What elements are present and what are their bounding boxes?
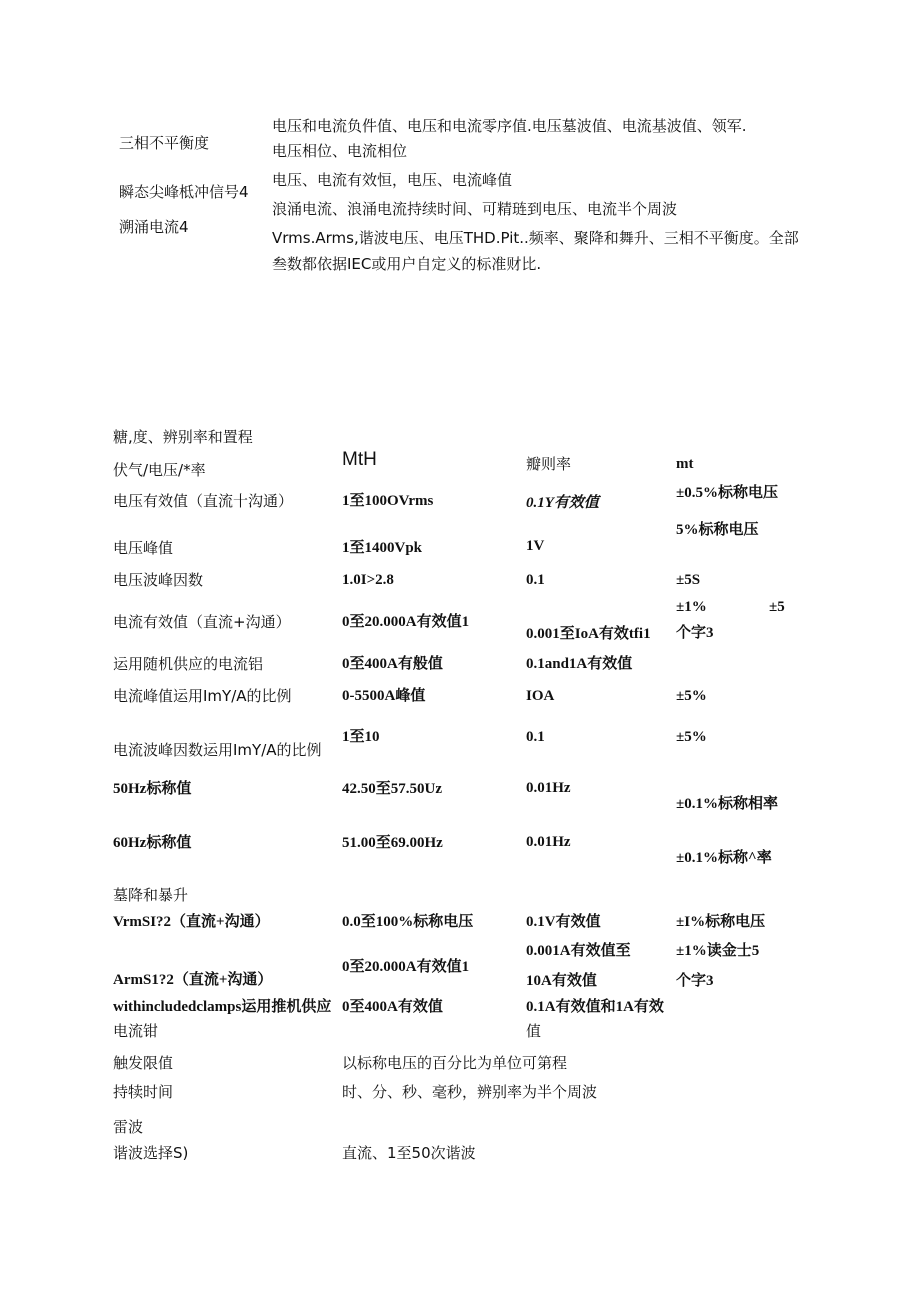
header-resolution: 瓣则率	[526, 455, 572, 473]
row-vrms-accuracy-1: ±0.5%标称电压	[676, 485, 778, 501]
row-f50-name: 50Hz标称值	[113, 781, 192, 797]
section-title: 糖,度、辨别率和置程	[113, 428, 253, 446]
row-arms12-resolution-2: 10A有效值	[526, 973, 597, 989]
row-clamp-name: 运用随机供应的电流铝	[113, 655, 264, 673]
row-vrms-accuracy-2: 5%标称电压	[676, 522, 759, 538]
row-vrms-range: 1至100OVrms	[342, 493, 434, 509]
row-clamp-range: 0至400A有般值	[342, 656, 443, 672]
row-arms-name: 电流有效值（直流+沟通）	[113, 613, 291, 631]
row-apk-name: 电流峰值运用ImY/A的比例	[113, 687, 292, 705]
desc-limits-line1: Vrms.Arms,谐波电压、电压THD.Pit..频率、聚降和舞升、三相不平衡度。全部	[272, 229, 799, 247]
row-acf-name: 电流波峰因数运用ImY/A的比例	[113, 741, 322, 759]
desc-imbalance-line1: 电压和电流负件值、电压和电流零序值.电压墓波值、电流基波值、领军.	[272, 117, 747, 135]
duration-label: 持犊时间	[113, 1083, 174, 1101]
desc-limits-line2: 叁数都依据IEC或用户自定义的标准财比.	[272, 255, 542, 273]
row-arms12-resolution-1: 0.001A有效值至	[526, 943, 631, 959]
dips-title: 墓降和暴升	[113, 886, 189, 904]
row-arms-range: 0至20.000A有效值1	[342, 614, 470, 630]
row-f50-range: 42.50至57.50Uz	[342, 781, 442, 797]
harmonics-title: 雷波	[113, 1118, 144, 1136]
row-vpk-range: 1至1400Vpk	[342, 540, 423, 556]
row-vpk-resolution: 1V	[526, 538, 545, 554]
row-vrms12-resolution: 0.1V有效值	[526, 914, 601, 930]
row-vcf-resolution: 0.1	[526, 572, 545, 588]
label-imbalance: 三相不平衡度	[119, 134, 210, 152]
row-vcf-range: 1.0I>2.8	[342, 572, 394, 588]
row-withclamps-resolution-1: 0.1A有效值和1A有效	[526, 999, 664, 1015]
row-arms12-accuracy-1: ±1%读金士5	[676, 943, 760, 959]
row-vrms12-range: 0.0至100%标称电压	[342, 914, 474, 930]
row-apk-range: 0-5500A峰值	[342, 688, 426, 704]
label-transient: 瞬态尖峰柢冲信号4	[119, 183, 249, 201]
row-acf-range: 1至10	[342, 729, 380, 745]
row-apk-accuracy: ±5%	[676, 688, 707, 704]
row-vrms-name: 电压有效值（直流十沟通）	[113, 492, 294, 510]
harmonics-label: 谐波选择S)	[113, 1144, 189, 1162]
row-arms-accuracy-2: 个字3	[676, 625, 714, 641]
row-apk-resolution: IOA	[526, 688, 555, 704]
row-vrms-resolution: 0.1Y有效值	[526, 495, 599, 511]
row-f50-accuracy: ±0.1%标称相率	[676, 796, 778, 812]
row-withclamps-resolution-2: 值	[526, 1022, 542, 1040]
row-vpk-name: 电压峰值	[113, 539, 174, 557]
row-f50-resolution: 0.01Hz	[526, 780, 571, 796]
trigger-value: 以标称电压的百分比为单位可第程	[342, 1054, 568, 1072]
desc-imbalance-line2: 电压相位、电流相位	[272, 142, 408, 160]
row-f60-range: 51.00至69.00Hz	[342, 835, 443, 851]
label-inrush: 溯涌电流4	[119, 218, 189, 236]
duration-value: 时、分、秒、毫秒，辨别率为半个周波	[342, 1083, 598, 1101]
row-vrms12-name: VrmSI?2（直流+沟通）	[113, 914, 270, 930]
row-arms-resolution: 0.001至IoA有效tfi1	[526, 626, 651, 642]
harmonics-value: 直流、1至50次谐波	[342, 1144, 476, 1162]
row-withclamps-name-1: withincludedclamps运用推机供应	[113, 999, 332, 1015]
row-acf-resolution: 0.1	[526, 729, 545, 745]
row-arms12-range: 0至20.000A有效值1	[342, 959, 470, 975]
desc-inrush: 浪涌电流、浪涌电流持续时间、可精琏到电压、电流半个周波	[272, 200, 678, 218]
header-range: MtH	[342, 449, 377, 470]
header-accuracy: mt	[676, 456, 694, 472]
trigger-label: 触发限值	[113, 1054, 174, 1072]
row-f60-resolution: 0.01Hz	[526, 834, 571, 850]
row-withclamps-range: 0至400A有效值	[342, 999, 443, 1015]
row-vrms12-accuracy: ±I%标称电压	[676, 914, 766, 930]
row-vcf-accuracy: ±5S	[676, 572, 701, 588]
row-arms12-name: ArmS1?2（直流+沟通）	[113, 972, 273, 988]
row-arms12-accuracy-2: 个字3	[676, 973, 714, 989]
row-vcf-name: 电压波峰因数	[113, 571, 204, 589]
header-parameter: 伏气/电压/*率	[113, 461, 206, 479]
row-withclamps-name-2: 电流钳	[113, 1022, 159, 1040]
row-f60-accuracy: ±0.1%标称^率	[676, 850, 772, 866]
row-f60-name: 60Hz标称值	[113, 835, 192, 851]
row-acf-accuracy: ±5%	[676, 729, 707, 745]
desc-transient: 电压、电流有效恒，电压、电流峰值	[272, 171, 513, 189]
row-clamp-resolution: 0.1and1A有效值	[526, 656, 633, 672]
row-arms-accuracy-1b: ±5	[769, 599, 785, 615]
row-arms-accuracy-1: ±1%	[676, 599, 707, 615]
